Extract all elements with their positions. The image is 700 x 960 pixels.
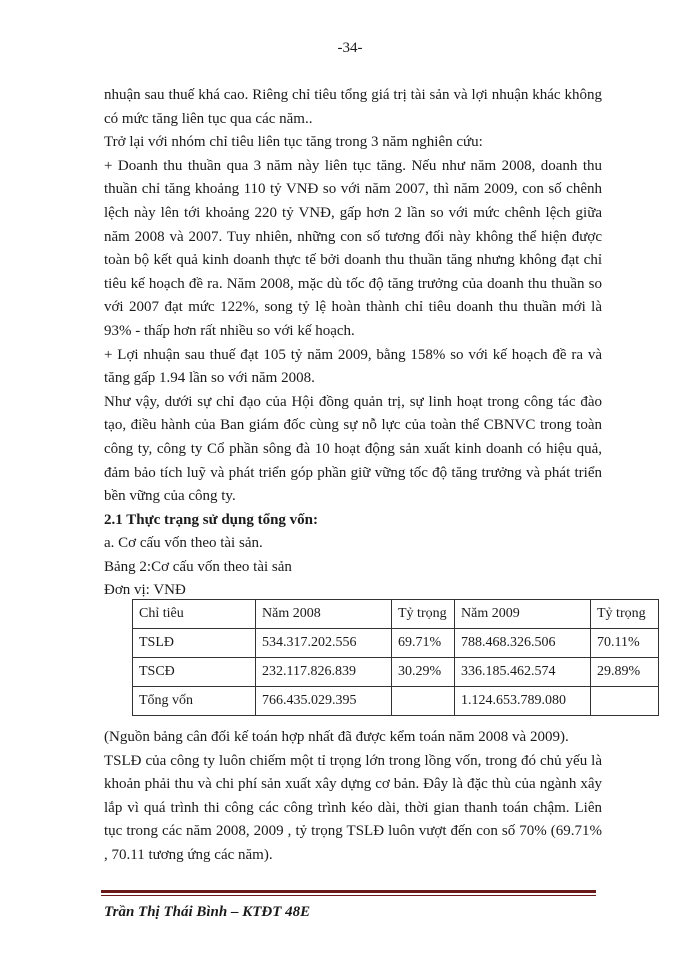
page-number: -34- [337, 40, 363, 56]
table-cell [392, 687, 455, 716]
paragraph-1: nhuận sau thuế khá cao. Riêng chỉ tiêu tổng giá trị tài sản và lợi nhuận khác không có mức tăng liên tục qua các năm.. [104, 87, 602, 127]
header-cell: Chỉ tiêu [133, 600, 256, 629]
table-cell: TSLĐ [133, 629, 256, 658]
after-table-text [104, 726, 602, 868]
unit-label: Đơn vị: VNĐ [104, 582, 186, 599]
section-heading: 2.1 Thực trạng sử dụng tổng vốn: [104, 511, 319, 528]
header-cell: Tỷ trọng [392, 600, 455, 629]
footer-rule [101, 890, 596, 896]
header-cell: Tỷ trọng [591, 600, 659, 629]
table-cell: 766.435.029.395 [256, 687, 392, 716]
table-row [133, 687, 659, 716]
table-row [133, 629, 659, 658]
footer-author: Trần Thị Thái Bình – KTĐT 48E [104, 904, 311, 920]
table-cell: TSCĐ [133, 658, 256, 687]
table-header-row [133, 600, 659, 629]
paragraph-4: + Lợi nhuận sau thuế đạt 105 tỷ năm 2009, bằng 158% so với kế hoạch đề ra và tăng gấp 1.94 lần so với năm 2008. [104, 346, 602, 387]
table-cell: 232.117.826.839 [256, 658, 392, 687]
table-cell: 1.124.653.789.080 [455, 687, 591, 716]
body-text [104, 84, 602, 603]
table-cell: 336.185.462.574 [455, 658, 591, 687]
table-caption: Bảng 2:Cơ cấu vốn theo tài sản [104, 558, 292, 575]
table-cell: 30.29% [392, 658, 455, 687]
table-cell: 70.11% [591, 629, 659, 658]
table-cell [591, 687, 659, 716]
paragraph-2: Trở lại với nhóm chỉ tiêu liên tục tăng trong 3 năm nghiên cứu: [104, 134, 483, 151]
asset-structure-table [132, 599, 659, 716]
table-cell: 69.71% [392, 629, 455, 658]
header-cell: Năm 2009 [455, 600, 591, 629]
table-cell: 788.468.326.506 [455, 629, 591, 658]
table-row [133, 658, 659, 687]
paragraph-5: Như vậy, dưới sự chỉ đạo của Hội đồng quản trị, sự linh hoạt trong công tác đào tạo, điều hành của Ban giám đốc cùng sự nỗ lực của toàn thể CBNVC trong toàn công ty, công ty Cổ phần sông đà 10 hoạt động sản xuất kinh doanh có hiệu quả, đảm bảo tích luỹ và phát triển góp phần giữ vững tốc độ tăng trưởng và phát triển bền vững của công ty. [104, 393, 602, 505]
closing-paragraph: TSLĐ của công ty luôn chiếm một tỉ trọng lớn trong lồng vốn, trong đó chủ yếu là khoản phải thu và chi phí sản xuất xây dựng cơ bản. Đây là đặc thù của ngành xây lắp vì quá trình thi công các công trình kéo dài, thời gian thanh toán chậm. Liên tục trong các năm 2008, 2009 , tỷ trọng TSLĐ luôn vượt đến con số 70% (69.71% , 70.11 tương ứng các năm). [104, 752, 602, 863]
subsection-label: a. Cơ cấu vốn theo tài sản. [104, 535, 263, 552]
header-cell: Năm 2008 [256, 600, 392, 629]
table-cell: 29.89% [591, 658, 659, 687]
table-cell: Tổng vốn [133, 687, 256, 716]
table-cell: 534.317.202.556 [256, 629, 392, 658]
paragraph-3: + Doanh thu thuần qua 3 năm này liên tục tăng. Nếu như năm 2008, doanh thu thuần chỉ tăng khoảng 110 tỷ VNĐ so với năm 2007, thì năm 2009, con số chênh lệch này lên tới khoảng 220 tỷ VNĐ, gấp hơn 2 lần so với mức chênh lệch giữa năm 2008 và 2007. Tuy nhiên, những con số tương đối này không thể hiện được toàn bộ kết quả kinh doanh thực tế bởi doanh thu thuần tăng nhưng không đạt chỉ tiêu kế hoạch đề ra. Năm 2008, mặc dù tốc độ tăng trưởng của doanh thu thuần so với 2007 đạt mức 122%, song tỷ lệ hoàn thành chỉ tiêu doanh thu thuần mới là 93% - thấp hơn rất nhiều so với kế hoạch. [104, 157, 602, 339]
source-note: (Nguồn bảng cân đối kế toán hợp nhất đã được kểm toán năm 2008 và 2009). [104, 729, 569, 745]
